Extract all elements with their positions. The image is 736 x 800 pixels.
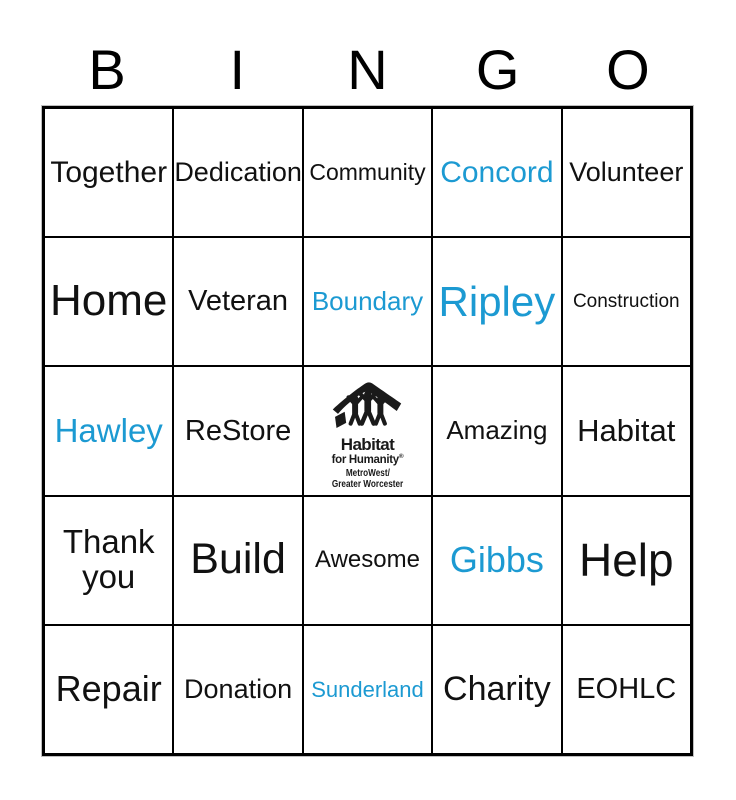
cell-word-highlighted: Boundary — [311, 286, 424, 317]
bingo-cell-donation[interactable] — [173, 625, 302, 754]
cell-word: Home — [50, 276, 168, 326]
bingo-letter-n: N — [347, 38, 388, 101]
registered-trademark-symbol: ® — [398, 452, 404, 460]
cell-word: EOHLC — [576, 673, 677, 706]
cell-word: Construction — [572, 290, 680, 312]
cell-word: Thank you — [62, 523, 155, 596]
cell-word: Help — [578, 533, 674, 586]
cell-word: Habitat — [577, 412, 676, 448]
cell-word-highlighted: Gibbs — [449, 539, 544, 581]
cell-word-highlighted: Concord — [440, 155, 554, 189]
bingo-cell-restore[interactable] — [173, 366, 302, 495]
bingo-grid — [42, 106, 693, 756]
cell-word: Awesome — [315, 546, 420, 574]
habitat-logo — [324, 376, 411, 491]
bingo-cell-sunderland[interactable] — [303, 625, 432, 754]
cell-word: Repair — [55, 668, 162, 710]
bingo-cell-dedication[interactable] — [173, 108, 302, 237]
bingo-cell-repair[interactable] — [44, 625, 173, 754]
bingo-cell-construction[interactable] — [562, 237, 691, 366]
logo-wordmark: Habitat — [340, 434, 395, 454]
bingo-cell-boundary[interactable] — [303, 237, 432, 366]
bingo-cell-concord[interactable] — [432, 108, 561, 237]
bingo-cell-free-space[interactable] — [303, 366, 432, 495]
bingo-cell-volunteer[interactable] — [562, 108, 691, 237]
bingo-cell-hawley[interactable] — [44, 366, 173, 495]
logo-subtitle — [332, 453, 404, 467]
bingo-cell-help[interactable] — [562, 496, 691, 625]
bingo-cell-veteran[interactable] — [173, 237, 302, 366]
bingo-cell-build[interactable] — [173, 496, 302, 625]
bingo-cell-eohlc[interactable] — [562, 625, 691, 754]
habitat-house-people-icon — [329, 376, 405, 434]
bingo-cell-together[interactable] — [44, 108, 173, 237]
bingo-letter-b: B — [88, 38, 126, 101]
cell-word: ReStore — [184, 414, 292, 447]
cell-word: Build — [190, 535, 286, 584]
cell-word-highlighted: Ripley — [438, 277, 556, 325]
bingo-cell-gibbs[interactable] — [432, 496, 561, 625]
bingo-letter-g: G — [475, 38, 520, 101]
bingo-letter-i: I — [229, 38, 246, 101]
cell-word: Together — [50, 155, 168, 189]
bingo-cell-habitat[interactable] — [562, 366, 691, 495]
logo-affiliate-line2: Greater Worcester — [331, 478, 404, 490]
bingo-cell-ripley[interactable] — [432, 237, 561, 366]
bingo-title — [42, 38, 693, 102]
bingo-cell-amazing[interactable] — [432, 366, 561, 495]
cell-word: Amazing — [446, 415, 548, 446]
cell-word: Dedication — [174, 157, 302, 188]
cell-word: Veteran — [188, 285, 289, 318]
bingo-cell-home[interactable] — [44, 237, 173, 366]
bingo-cell-awesome[interactable] — [303, 496, 432, 625]
cell-word-highlighted: Hawley — [54, 411, 163, 449]
bingo-cell-thank-you[interactable] — [44, 496, 173, 625]
cell-word: Volunteer — [569, 157, 684, 188]
logo-affiliate-line1: MetroWest/ — [345, 467, 390, 479]
logo-subtitle-text: for Humanity — [331, 453, 399, 466]
cell-word: Charity — [443, 670, 551, 709]
bingo-cell-community[interactable] — [303, 108, 432, 237]
cell-word-highlighted: Sunderland — [311, 676, 424, 702]
cell-word: Donation — [184, 674, 293, 705]
bingo-letter-o: O — [606, 38, 650, 101]
cell-word: Community — [309, 159, 426, 186]
bingo-cell-charity[interactable] — [432, 625, 561, 754]
